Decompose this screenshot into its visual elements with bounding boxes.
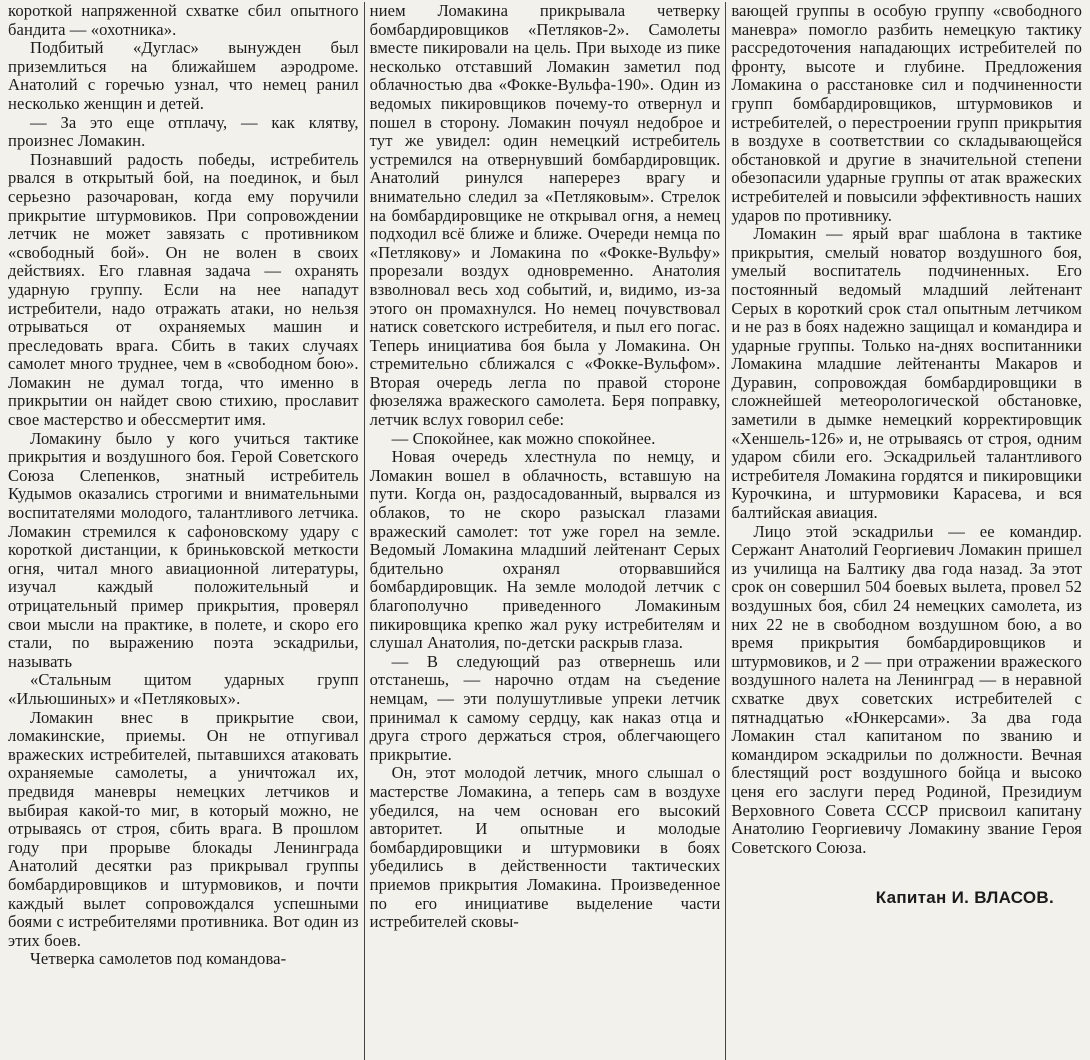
article-paragraph: Познавший радость победы, истребитель рвался в открытый бой, на поединок, и был серьезно разочарован, когда ему поручили прикрытие штурмовиков. При сопровождении летчик не может завязать с противником «свободный бой». Он не волен в своих действиях. Его главная задача — охранять ударную группу. Если на нее нападут истребители, надо отражать атаки, но нельзя отрываться от охраняемых машин и преследовать врага. Сбить в таких случаях самолет много труднее, чем в «свободном бою». Ломакин не думал тогда, что именно в прикрытии он найдет свою стихию, прославит свое мастерство и обессмертит имя. bbox=[8, 149, 359, 430]
article-paragraph: — За это еще отплачу, — как клятву, произнес Ломакин. bbox=[8, 112, 359, 151]
article-paragraph: Четверка самолетов под командова- bbox=[30, 949, 287, 969]
column-divider bbox=[725, 2, 726, 1060]
article-column-1 bbox=[4, 2, 363, 969]
article-paragraph: Подбитый «Дуглас» вынужден был приземлиться на ближайшем аэродроме. Анатолий с горечью узнал, что немец ранил несколько женщин и детей. bbox=[8, 38, 359, 113]
article-column-2 bbox=[366, 2, 725, 932]
article-columns bbox=[4, 2, 1086, 1060]
article-column-3-body bbox=[731, 2, 1082, 857]
article-column-3 bbox=[727, 2, 1086, 908]
article-paragraph: Он, этот молодой летчик, много слышал о мастерстве Ломакина, а теперь сам в воздухе убедился, на чем основан его высокий авторитет. И опытные и молодые бомбардировщики и штурмовики в боях убедились в действенности тактических приемов прикрытия Ломакина. Произведенное по его инициативе выделение части истребителей сковы- bbox=[369, 763, 721, 932]
article-paragraph: нием Ломакина прикрывала четверку бомбардировщиков «Петляков-2». Самолеты вместе пикировали на цель. При выходе из пике несколько отставший Ломакин заметил под облачностью два «Фокке-Вульфа-190». Один из ведомых пикировщиков почему-то отвернул и пошел в сторону. Ломакин почуял недоброе и тут же увидел: один немецкий истребитель устремился на отвернувший бомбардировщик. Анатолий ринулся наперерез врагу и внимательно следил за «Петляковым». Стрелок на бомбардировщике не открывал огня, а немец подходил всё ближе и ближе. Очереди немца по «Петлякову» и Ломакина по «Фокке-Вульфу» прорезали воздух одновременно. Анатолия взволновал весь ход событий, и, видимо, из-за этого он промахнулся. Но немец почувствовал натиск советского истребителя, и пыл его погас. Теперь инициатива боя была у Ломакина. Он стремительно сближался с «Фокке-Вульфом». Вторая очередь легла по правой стороне фюзеляжа вражеского самолета. Беря поправку, летчик вслух говорил себе: bbox=[369, 2, 721, 430]
article-paragraph: Ломакину было у кого учиться тактике прикрытия и воздушного боя. Герой Советского Союза Слепенков, знатный истребитель Кудымов оказались строгими и внимательными воспитателями молодого, талантливого летчика. Ломакин стремился к сафоновскому удару с короткой дистанции, к бриньковской меткости огня, читал много авиационной литературы, изучал каждый положительный и отрицательный пример прикрытия, проверял свои мысли на практике, в полете, и скоро его стали, по выражению поэта эскадрильи, называть bbox=[8, 428, 359, 671]
author-name: И. ВЛАСОВ. bbox=[951, 888, 1055, 908]
article-paragraph: короткой напряженной схватке сбил опытного бандита — «охотника». bbox=[8, 2, 359, 39]
article-paragraph: Лицо этой эскадрильи — ее командир. Сержант Анатолий Георгиевич Ломакин пришел из училища на Балтику два года назад. За этот срок он совершил 504 боевых вылета, провел 52 воздушных боя, сбил 24 немецких самолета, из них 22 не в свободном воздушном бою, а во время прикрытия бомбардировщиков и штурмовиков, и 2 — при отражении вражеского воздушного налета на Ленинград — в неравной схватке двух советских истребителей с пятнадцатью «Юнкерсами». За два года Ломакин стал капитаном по званию и командиром эскадрильи по должности. Вечная блестящий рост воздушного бойца и высоко ценя его заслуги перед Родиной, Президиум Верховного Совета СССР присвоил капитану Анатолию Георгиевичу Ломакину звание Героя Советского Союза. bbox=[731, 521, 1083, 857]
column-divider bbox=[364, 2, 365, 1060]
author-rank: Капитан bbox=[875, 888, 947, 908]
article-paragraph: — Спокойнее, как можно спокойнее. bbox=[391, 428, 656, 448]
article-paragraph: Новая очередь хлестнула по немцу, и Ломакин вошел в облачность, вставшую на пути. Когда он, раздосадованный, вырвался из облаков, то не скоро разыскал глазами вражеский самолет: тот уже горел на земле. Ведомый Ломакина младший лейтенант Серых бдительно охранял оторвавшийся бомбардировщик. На земле молодой летчик с благополучно приведенного Ломакиным пикировщика крепко жал руку истребителям и слушал Анатолия, по-детски раскрыв глаза. bbox=[369, 447, 721, 653]
author-signature bbox=[731, 889, 1082, 908]
article-paragraph: вающей группы в особую группу «свободного маневра» помогло разбить немецкую тактику рассредоточения нападающих истребителей по фронту, высоте и глубине. Предложения Ломакина о расстановке сил и подчиненности групп бомбардировщиков, штурмовиков и истребителей, о перестроении групп прикрытия в воздухе в соответствии со складывающейся обстановкой и другие в значительной степени обезопасили ударные группы от атак вражеских истребителей и повысили эффективность наших ударов по противнику. bbox=[731, 2, 1083, 225]
article-paragraph: — В следующий раз отвернешь или отстанешь, — нарочно отдам на съедение немцам, — эти полушутливые упреки летчик принимал к самому сердцу, как наказ отца и друга строго держаться строя, облегчающего прикрытие. bbox=[369, 651, 721, 764]
article-paragraph: Ломакин внес в прикрытие свои, ломакинские, приемы. Он не отпугивал вражеских истребителей, пытавшихся атаковать охраняемые самолеты, а уничтожал их, предвидя маневры немецких летчиков и выбирая какой-то миг, в который можно, не отрываясь от строя, сбить врага. В прошлом году при прорыве блокады Ленинграда Анатолий десятки раз прикрывал группы бомбардировщиков и штурмовиков, и почти каждый вылет сопровождался успешными боями с истребителями противника. Вот один из этих боев. bbox=[8, 707, 359, 950]
article-paragraph: Ломакин — ярый враг шаблона в тактике прикрытия, смелый новатор воздушного боя, умелый воспитатель подчиненных. Его постоянный ведомый младший лейтенант Серых в короткий срок стал опытным летчиком и не раз в боях надежно защищал и командира и ударные группы. Только на-днях воспитанники Ломакина младшие лейтенанты Макаров и Дуравин, сопровождая бомбардировщики в сложнейшей метеорологической обстановке, заметили в дымке немецкий корректировщик «Хеншель-126» и, не отрываясь от строя, одним ударом сбили его. Эскадрильей талантливого истребителя Ломакина гордятся и пикировщики Курочкина, и штурмовики Карасева, и вся балтийская авиация. bbox=[731, 224, 1083, 523]
article-paragraph: «Стальным щитом ударных групп «Ильюшиных» и «Петляковых». bbox=[8, 670, 359, 708]
